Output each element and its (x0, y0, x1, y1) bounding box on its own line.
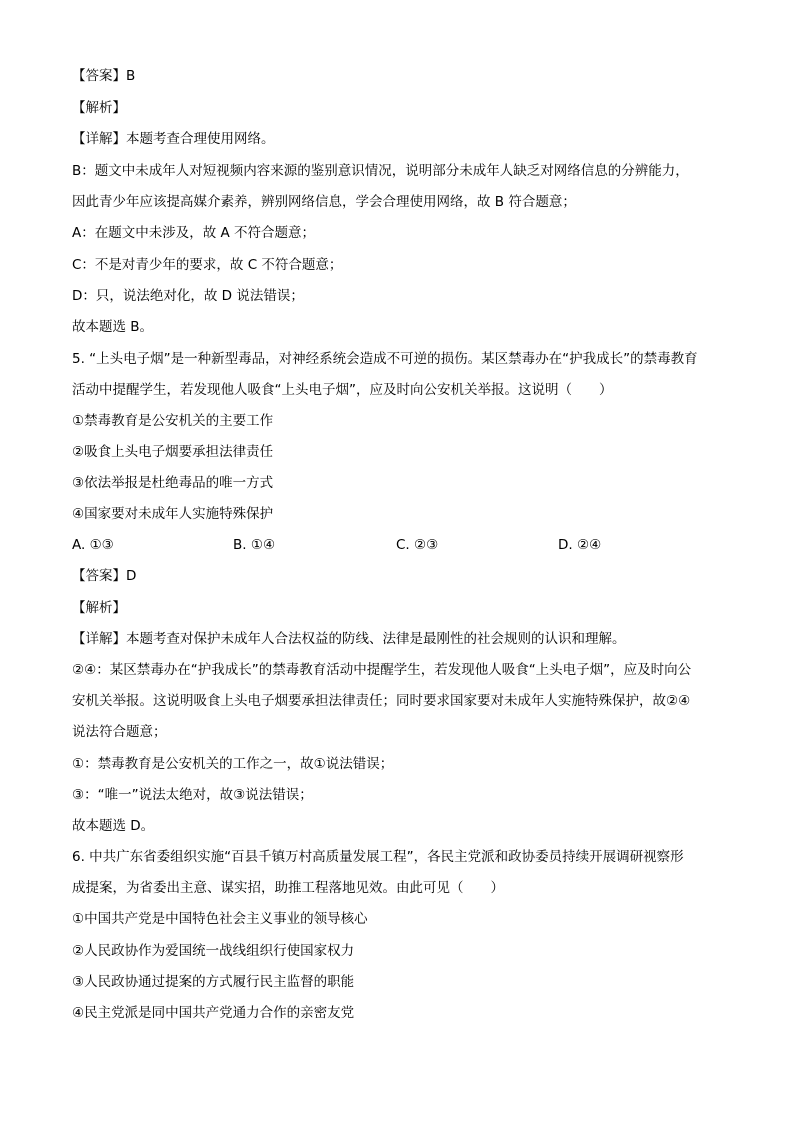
q5-explain-24-1: ②④：某区禁毒办在“护我成长”的禁毒教育活动中提醒学生，若发现他人吸食“上头电子烟”，应及时向公 (72, 662, 692, 678)
q4-answer: 【答案】B (72, 68, 136, 84)
q5-explain-24-2: 安机关举报。这说明吸食上头电子烟要承担法律责任；同时要求国家要对未成年人实施特殊保护，故②④ (72, 693, 691, 709)
q5-option-b: B. ①④ (233, 537, 276, 553)
q4-analysis-heading: 【解析】 (72, 100, 126, 116)
q4-explain-c: C：不是对青少年的要求，故 C 不符合题意； (72, 257, 343, 273)
q5-stem-2: 活动中提醒学生，若发现他人吸食“上头电子烟”，应及时向公安机关举报。这说明（ ） (72, 382, 613, 398)
q6-stem-2: 成提案，为省委出主意、谋实招，助推工程落地见效。由此可见（ ） (72, 880, 504, 896)
q4-explain-b-1: B：题文中未成年人对短视频内容来源的鉴别意识情况，说明部分未成年人缺乏对网络信息的分辨能力， (72, 163, 689, 179)
q5-answer: 【答案】D (72, 568, 137, 584)
q5-explain-1: ①：禁毒教育是公安机关的工作之一，故①说法错误； (72, 756, 394, 772)
q6-item-1: ①中国共产党是中国特色社会主义事业的领导核心 (72, 911, 368, 927)
q5-item-1: ①禁毒教育是公安机关的主要工作 (72, 413, 274, 429)
q5-analysis-heading: 【解析】 (72, 600, 126, 616)
q5-explain-3: ③：“唯一”说法太绝对，故③说法错误； (72, 787, 313, 803)
q6-item-4: ④民主党派是同中国共产党通力合作的亲密友党 (72, 1005, 355, 1021)
q4-explain-a: A：在题文中未涉及，故 A 不符合题意； (72, 225, 316, 241)
q5-item-2: ②吸食上头电子烟要承担法律责任 (72, 444, 274, 460)
q5-conclusion: 故本题选 D。 (72, 818, 155, 834)
q5-stem-1: 5. “上头电子烟”是一种新型毒品，对神经系统会造成不可逆的损伤。某区禁毒办在“护我成长”的禁毒教育 (72, 351, 698, 367)
q5-item-3: ③依法举报是杜绝毒品的唯一方式 (72, 475, 274, 491)
q4-detail: 【详解】本题考查合理使用网络。 (72, 131, 275, 147)
q4-explain-d: D：只，说法绝对化，故 D 说法错误； (72, 288, 304, 304)
q5-option-a: A. ①③ (72, 537, 114, 553)
q5-item-4: ④国家要对未成年人实施特殊保护 (72, 506, 274, 522)
q5-detail: 【详解】本题考查对保护未成年人合法权益的防线、法律是最刚性的社会规则的认识和理解。 (72, 631, 626, 647)
q6-item-2: ②人民政协作为爱国统一战线组织行使国家权力 (72, 943, 355, 959)
q6-item-3: ③人民政协通过提案的方式履行民主监督的职能 (72, 974, 355, 990)
q5-explain-24-3: 说法符合题意； (72, 724, 167, 740)
q6-stem-1: 6. 中共广东省委组织实施“百县千镇万村高质量发展工程”，各民主党派和政协委员持续开展调研视察形 (72, 849, 684, 865)
q5-option-c: C. ②③ (396, 537, 439, 553)
q5-option-d: D. ②④ (558, 537, 602, 553)
q4-conclusion: 故本题选 B。 (72, 319, 154, 335)
q4-explain-b-2: 因此青少年应该提高媒介素养，辨别网络信息，学会合理使用网络，故 B 符合题意； (72, 194, 576, 210)
